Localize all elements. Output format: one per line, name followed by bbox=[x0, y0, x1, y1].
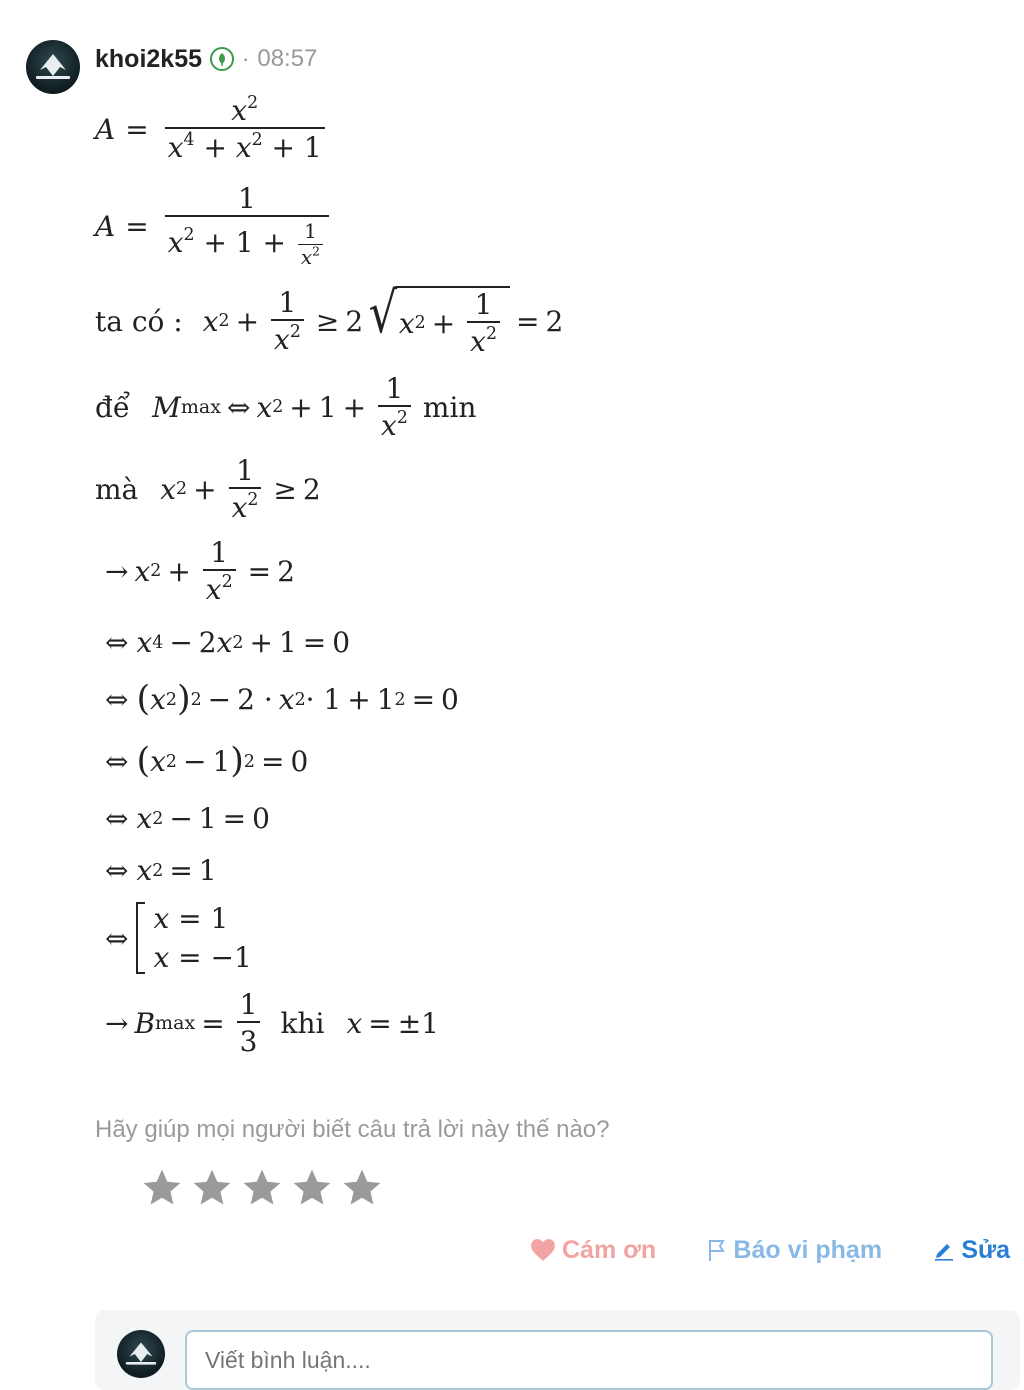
math-line: ⇔ ( x 2 − 1 ) 2 = 0 bbox=[105, 741, 309, 781]
star-icon[interactable] bbox=[290, 1166, 334, 1210]
edit-label: Sửa bbox=[961, 1235, 1010, 1264]
math-line: ⇔ x 2 − 1 = 0 bbox=[105, 802, 270, 835]
var-m: M bbox=[152, 390, 181, 424]
math-line: ta có : x 2 + $\frac{1}{x^2}$ ≥ 2 √ x 2 + $\frac{1}{x^2}$ = 2 bbox=[95, 281, 564, 359]
report-button[interactable] bbox=[707, 1236, 882, 1265]
math-line: ⇔ x = 1 x = −1 bbox=[105, 902, 252, 974]
star-icon[interactable] bbox=[340, 1166, 384, 1210]
star-icon[interactable] bbox=[240, 1166, 284, 1210]
star-icon[interactable] bbox=[140, 1166, 184, 1210]
avatar bbox=[117, 1330, 165, 1378]
text-de: để bbox=[95, 390, 131, 424]
rating-prompt: Hãy giúp mọi người biết câu trả lời này thế nào? bbox=[95, 1116, 610, 1143]
flag-icon bbox=[707, 1238, 727, 1262]
separator: · bbox=[242, 46, 250, 71]
leaf-badge-icon bbox=[210, 47, 234, 71]
var-b: B bbox=[134, 1006, 156, 1040]
text-min: min bbox=[422, 390, 477, 424]
var-a: A bbox=[95, 112, 116, 146]
star-icon[interactable] bbox=[190, 1166, 234, 1210]
comment-section bbox=[95, 1310, 1020, 1390]
heart-icon bbox=[530, 1238, 556, 1262]
math-line: mà x 2 + $\frac{1}{x^2}$ ≥ 2 bbox=[95, 454, 321, 525]
post-time: 08:57 bbox=[257, 45, 318, 72]
answer-actions bbox=[530, 1230, 1010, 1270]
thanks-label: Cám ơn bbox=[562, 1235, 657, 1264]
math-line: ⇔ ( x 2 ) 2 − 2 · x 2 · 1 + 1 2 = 0 bbox=[105, 679, 459, 719]
math-line: ⇔ x 4 − 2 x 2 + 1 = 0 bbox=[105, 626, 351, 659]
comment-input[interactable] bbox=[185, 1330, 993, 1390]
text-ma: mà bbox=[95, 472, 139, 506]
star-rating bbox=[140, 1166, 384, 1210]
pencil-icon bbox=[933, 1239, 955, 1261]
post-header bbox=[95, 42, 317, 76]
thanks-button[interactable] bbox=[530, 1236, 656, 1265]
text-khi: khi bbox=[280, 1006, 325, 1040]
edit-button[interactable] bbox=[933, 1236, 1010, 1265]
avatar[interactable] bbox=[26, 40, 80, 94]
report-label: Báo vi phạm bbox=[733, 1235, 883, 1264]
var-a: A bbox=[95, 209, 116, 243]
math-line: ⇔ x 2 = 1 bbox=[105, 854, 217, 887]
math-line: → B max = $\frac{1}{3}$ khi x = ±1 bbox=[105, 988, 439, 1059]
text-ta-co: ta có : bbox=[95, 304, 183, 338]
username[interactable]: khoi2k55 bbox=[95, 44, 203, 73]
math-line: A = $\frac{x^2}{x^4 + x^2 + 1}$ bbox=[95, 96, 331, 163]
math-line: → x 2 + $\frac{1}{x^2}$ = 2 bbox=[105, 536, 295, 607]
math-line: để M max ⇔ x 2 + 1 + $\frac{1}{x^2}$ min bbox=[95, 372, 477, 443]
math-line: A = 1 $x^2 + 1$ + $\frac{1}{x^2}$ bbox=[95, 184, 335, 268]
